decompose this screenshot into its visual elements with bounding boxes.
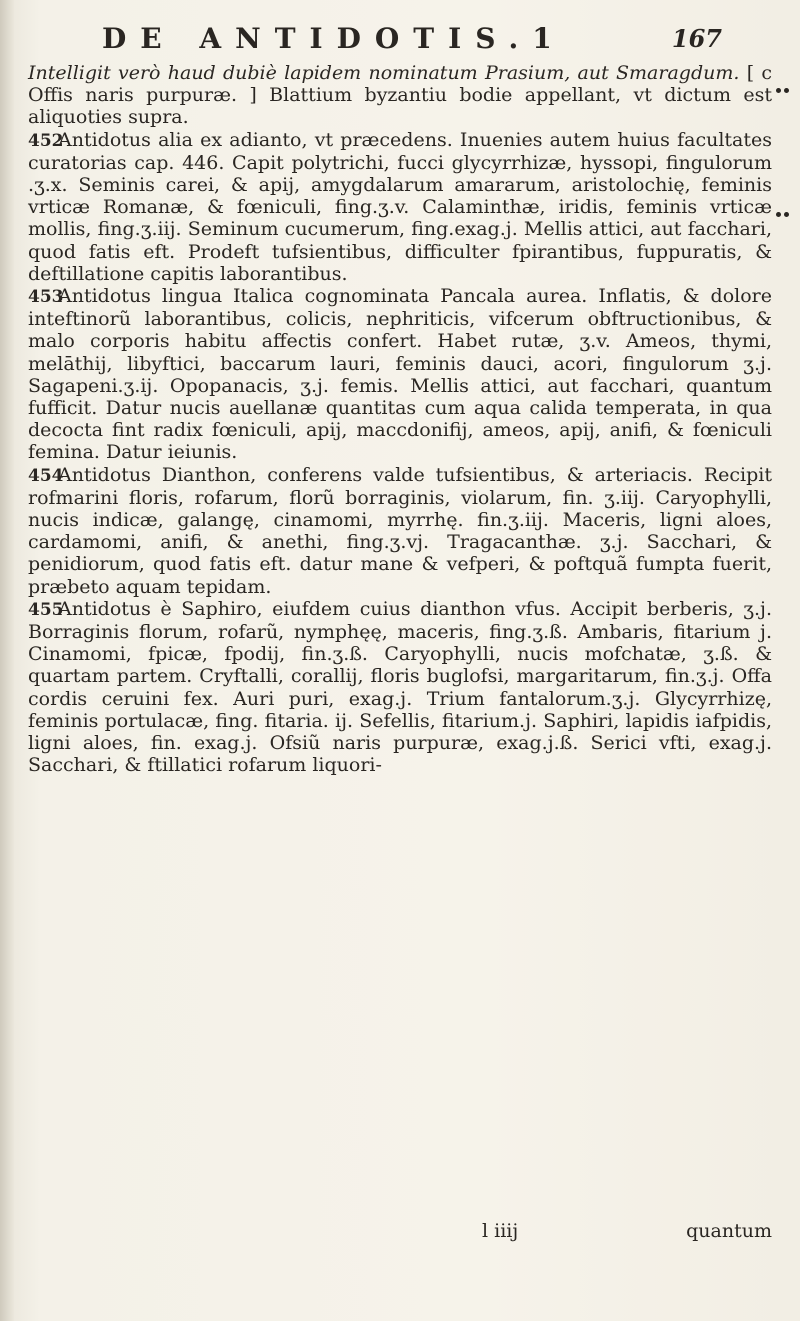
paragraph-455 [28,598,772,777]
paragraph-number: 453 [28,287,64,308]
paragraph-text: Antidotus Dianthon, conferens valde tufsientibus, & arteriacis. Recipit rofmarini floris, rofarum, florũ borraginis, violarum, fin. ʒ.iij. Caryophylli, nucis indicæ, galangę, cinamomi, myrrhę. fin.ʒ.iij. Maceris, ligni aloes, cardamomi, anifi, & anethi, fing.ʒ.vj. Tragacanthæ. ʒ.j. Sacchari, & penidiorum, quod fatis eft. datur mane & vefperi, & poftquã fumpta fuerit, præbeto aquam tepidam. [28,463,772,598]
italic-lead: Intelligit verò haud dubiè lapidem nominatum Prasium, aut Smaragdum. [28,62,740,84]
page-header [102,20,722,64]
paragraph-454 [28,464,772,598]
running-title: DE ANTIDOTIS.1 [102,22,566,55]
paragraph-453 [28,285,772,464]
paragraph-452 [28,129,772,285]
paragraph-text: Antidotus lingua Italica cognominata Pancala aurea. Inflatis, & dolore inteftinorũ laborantibus, colicis, nephriticis, vifcerum obftructionibus, & malo corporis habitu affectis confert. Habet rutæ, ʒ.v. Ameos, thymi, melāthij, libyftici, baccarum lauri, feminis dauci, acori, fingulorum ʒ.j. Sagapeni.ʒ.ij. Opopanacis, ʒ.j. femis. Mellis attici, aut facchari, quantum fufficit. Datur nucis auellanæ quantitas cum aqua calida temperata, in qua decocta fint radix fœniculi, apij, maccdonifij, ameos, apij, anifi, & fœniculi femina. Datur ieiunis. [28,285,772,464]
paragraph-number: 454 [28,465,64,486]
paragraph-text: [ c Offis naris purpuræ. ] Blattium byzantiu bodie appellant, vt dictum est aliquoties supra. [28,62,773,129]
body-text [28,62,772,777]
binding-gutter [0,0,14,1321]
paragraph-text: Antidotus alia ex adianto, vt præcedens. Inuenies autem huius facultates curatorias cap. 446. Capit polytrichi, fucci glycyrrhizæ, hyssopi, fingulorum .ʒ.x. Seminis carei, & apij, amygdalarum amararum, aristolochię, feminis vrticæ Romanæ, & fœniculi, fing.ʒ.v. Calaminthæ, iridis, feminis vrticæ mollis, fing.ʒ.iij. Seminum cucumerum, fing.exag.j. Mellis attici, aut facchari, quod fatis eft. Prodeft tufsientibus, difficulter fpirantibus, fuppuratis, & deftillatione capitis laborantibus. [28,128,772,285]
catchword: quantum [686,1220,772,1242]
page-number: 167 [671,24,722,53]
paragraph-number: 455 [28,599,64,620]
page-footer [380,1220,780,1248]
margin-dots-mark [776,84,792,100]
margin-dots-mark [776,208,792,224]
paragraph-text: Antidotus è Saphiro, eiufdem cuius dianthon vfus. Accipit berberis, ʒ.j. Borraginis florum, rofarũ, nymphęę, maceris, fing.ʒ.ß. Ambaris, fitarium j. Cinamomi, fpicæ, fpodij, fin.ʒ.ß. Caryophylli, nucis mofchatæ, ʒ.ß. & quartam partem. Cryftalli, corallij, floris buglofsi, margaritarum, fin.ʒ.j. Offa cordis ceruini fex. Auri puri, exag.j. Trium fantalorum.ʒ.j. Glycyrrhizę, feminis portulacæ, fing. fitaria. ij. Sefellis, fitarium.j. Saphiri, lapidis iafpidis, ligni aloes, fin. exag.j. Ofsiũ naris purpuræ, exag.j.ß. Serici vfti, exag.j. Sacchari, & ftillatici rofarum liquori- [28,597,772,777]
paragraph-number: 452 [28,130,64,151]
paragraph-0 [28,62,772,129]
signature-mark: l iiij [482,1220,519,1242]
